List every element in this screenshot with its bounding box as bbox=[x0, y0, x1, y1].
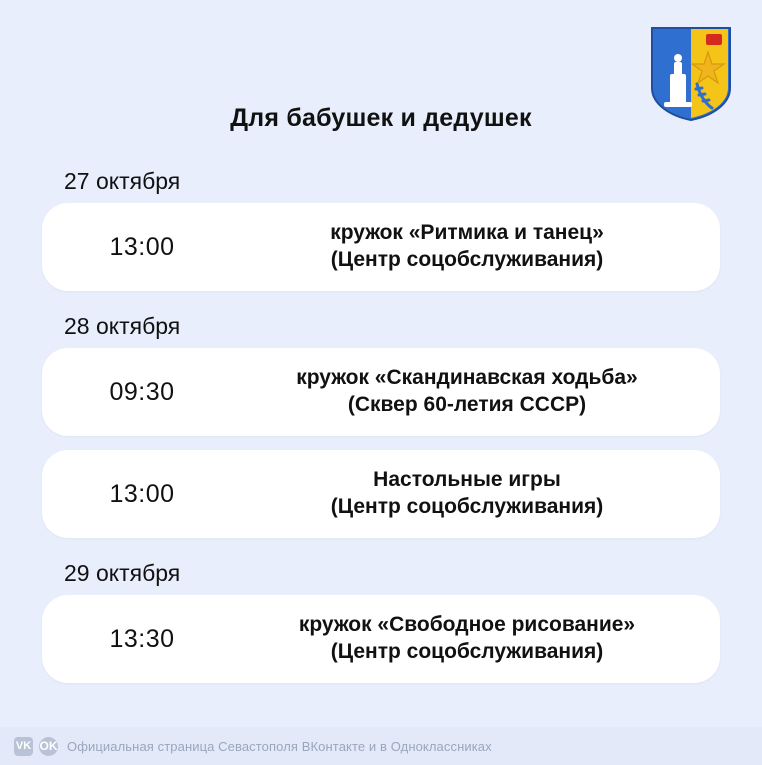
event-place: (Центр соцобслуживания) bbox=[330, 640, 604, 663]
date-heading: 29 октября bbox=[64, 560, 181, 586]
event-title: кружок «Скандинавская ходьба» bbox=[296, 366, 638, 390]
event-card bbox=[42, 450, 720, 538]
vk-icon: VK bbox=[14, 737, 33, 756]
event-card bbox=[42, 348, 720, 436]
schedule-day bbox=[42, 552, 720, 683]
footer-text: Официальная страница Севастополя ВКонтакте и в Одноклассниках bbox=[67, 738, 492, 754]
page-title: Для бабушек и дедушек bbox=[230, 104, 532, 132]
footer bbox=[0, 727, 762, 765]
date-heading: 27 октября bbox=[64, 168, 181, 194]
event-card bbox=[42, 595, 720, 683]
schedule-day bbox=[42, 305, 720, 538]
event-time: 13:30 bbox=[109, 624, 175, 653]
schedule-day bbox=[42, 160, 720, 291]
event-time: 13:00 bbox=[109, 479, 175, 508]
event-place: (Центр соцобслуживания) bbox=[330, 248, 604, 271]
event-place: (Центр соцобслуживания) bbox=[330, 495, 604, 518]
event-title: кружок «Ритмика и танец» bbox=[330, 221, 604, 245]
event-time: 09:30 bbox=[109, 377, 175, 406]
event-details bbox=[242, 220, 720, 274]
event-title: кружок «Свободное рисование» bbox=[298, 613, 636, 637]
schedule-list bbox=[42, 160, 720, 697]
event-card bbox=[42, 203, 720, 291]
ok-icon: OK bbox=[39, 737, 58, 756]
event-details bbox=[242, 467, 720, 521]
event-details bbox=[242, 612, 720, 666]
date-heading: 28 октября bbox=[64, 313, 181, 339]
event-title: Настольные игры bbox=[373, 468, 561, 492]
footer-social-icons bbox=[14, 737, 58, 756]
event-time: 13:00 bbox=[109, 232, 175, 261]
event-place: (Сквер 60-летия СССР) bbox=[347, 393, 587, 416]
event-details bbox=[242, 365, 720, 419]
